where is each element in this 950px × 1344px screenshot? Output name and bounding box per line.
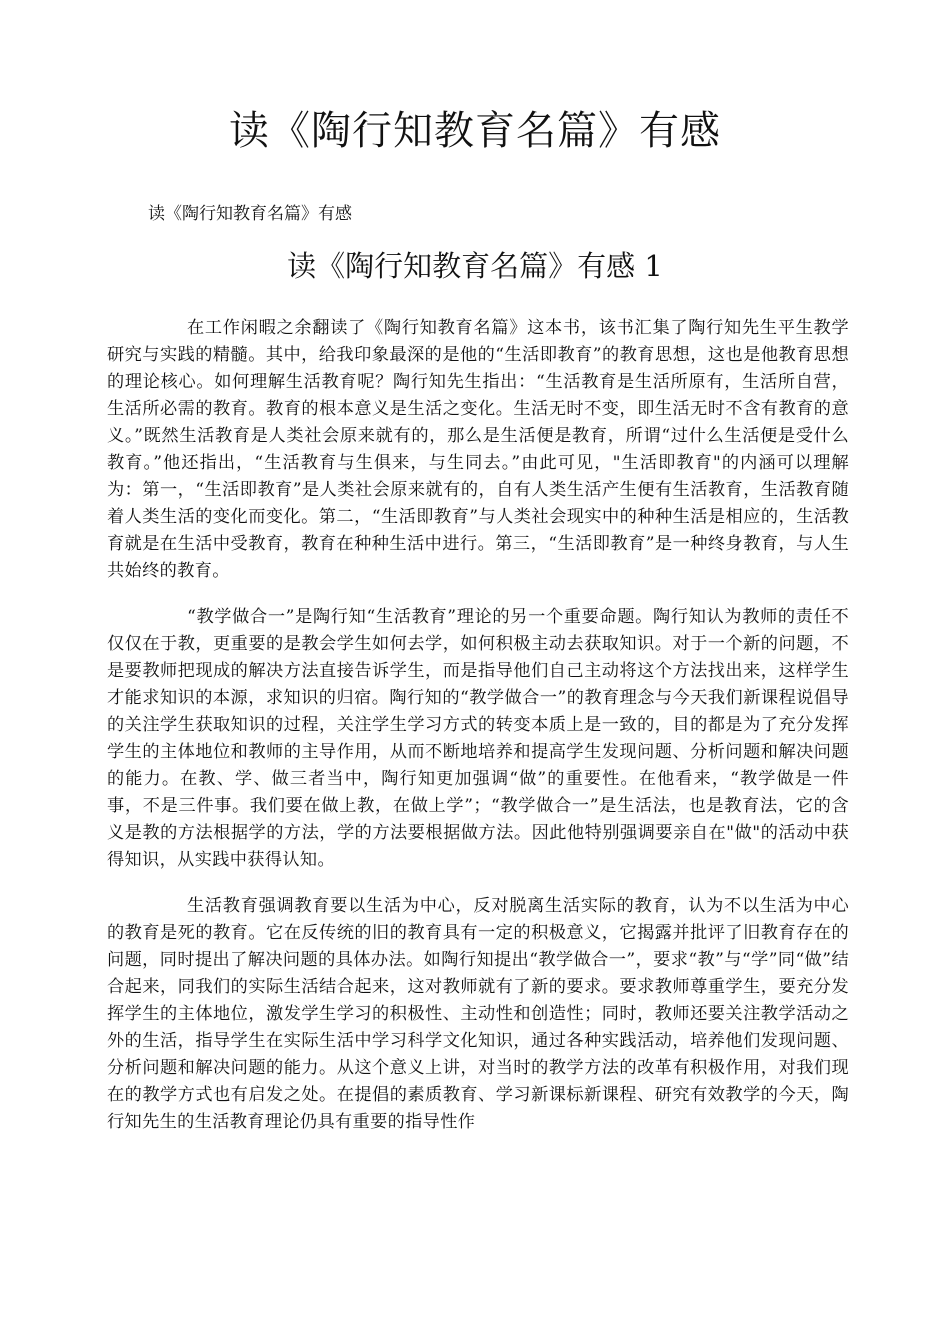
body-text bbox=[107, 315, 849, 1155]
document-subtitle: 读《陶行知教育名篇》有感 bbox=[148, 204, 352, 224]
paragraph-1: 在工作闲暇之余翻读了《陶行知教育名篇》这本书，该书汇集了陶行知先生平生教学研究与实践的精髓。其中，给我印象最深的是他的“生活即教育”的教育思想，这也是他教育思想的理论核心。如何理解生活教育呢？陶行知先生指出：“生活教育是生活所原有，生活所自营，生活所必需的教育。教育的根本意义是生活之变化。生活无时不变，即生活无时不含有教育的意义。”既然生活教育是人类社会原来就有的，那么是生活便是教育，所谓“过什么生活便是受什么教育。”他还指出，“生活教育与生俱来，与生同去。”由此可见，"生活即教育"的内涵可以理解为：第一，“生活即教育”是人类社会原来就有的，自有人类生活产生便有生活教育，生活教育随着人类生活的变化而变化。第二，“生活即教育”与人类社会现实中的种种生活是相应的，生活教育就是在生活中受教育，教育在种种生活中进行。第三，“生活即教育”是一种终身教育，与人生共始终的教育。 bbox=[107, 318, 849, 581]
paragraph-3: 生活教育强调教育要以生活为中心，反对脱离生活实际的教育，认为不以生活为中心的教育是死的教育。它在反传统的旧的教育具有一定的积极意义，它揭露并批评了旧教育存在的问题，同时提出了解决问题的具体办法。如陶行知提出“教学做合一”，要求“教”与“学”同“做”结合起来，同我们的实际生活结合起来，这对教师就有了新的要求。要求教师尊重学生，要充分发挥学生的主体地位，激发学生学习的积极性、主动性和创造性；同时，教师还要关注教学活动之外的生活，指导学生在实际生活中学习科学文化知识，通过各种实践活动，培养他们发现问题、分析问题和解决问题的能力。从这个意义上讲，对当时的教学方法的改革有积极作用，对我们现在的教学方式也有启发之处。在提倡的素质教育、学习新课标新课程、研究有效教学的今天，陶行知先生的生活教育理论仍具有重要的指导性作 bbox=[107, 896, 849, 1132]
section-title: 读《陶行知教育名篇》有感 1 bbox=[287, 249, 663, 283]
paragraph-2: “教学做合一”是陶行知“生活教育”理论的另一个重要命题。陶行知认为教师的责任不仅仅在于教，更重要的是教会学生如何去学，如何积极主动去获取知识。对于一个新的问题，不是要教师把现成的解决方法直接告诉学生，而是指导他们自己主动将这个方法找出来，这样学生才能求知识的本源，求知识的归宿。陶行知的“教学做合一”的教育理念与今天我们新课程说倡导的关注学生获取知识的过程，关注学生学习方式的转变本质上是一致的，目的都是为了充分发挥学生的主体地位和教师的主导作用，从而不断地培养和提高学生发现问题、分析问题和解决问题的能力。在教、学、做三者当中，陶行知更加强调“做”的重要性。在他看来，“教学做是一件事，不是三件事。我们要在做上教，在做上学”；“教学做合一”是生活法，也是教育法，它的含义是教的方法根据学的方法，学的方法要根据做方法。因此他特别强调要亲自在"做"的活动中获得知识，从实践中获得认知。 bbox=[107, 607, 849, 870]
document-title: 读《陶行知教育名篇》有感 bbox=[229, 108, 721, 154]
